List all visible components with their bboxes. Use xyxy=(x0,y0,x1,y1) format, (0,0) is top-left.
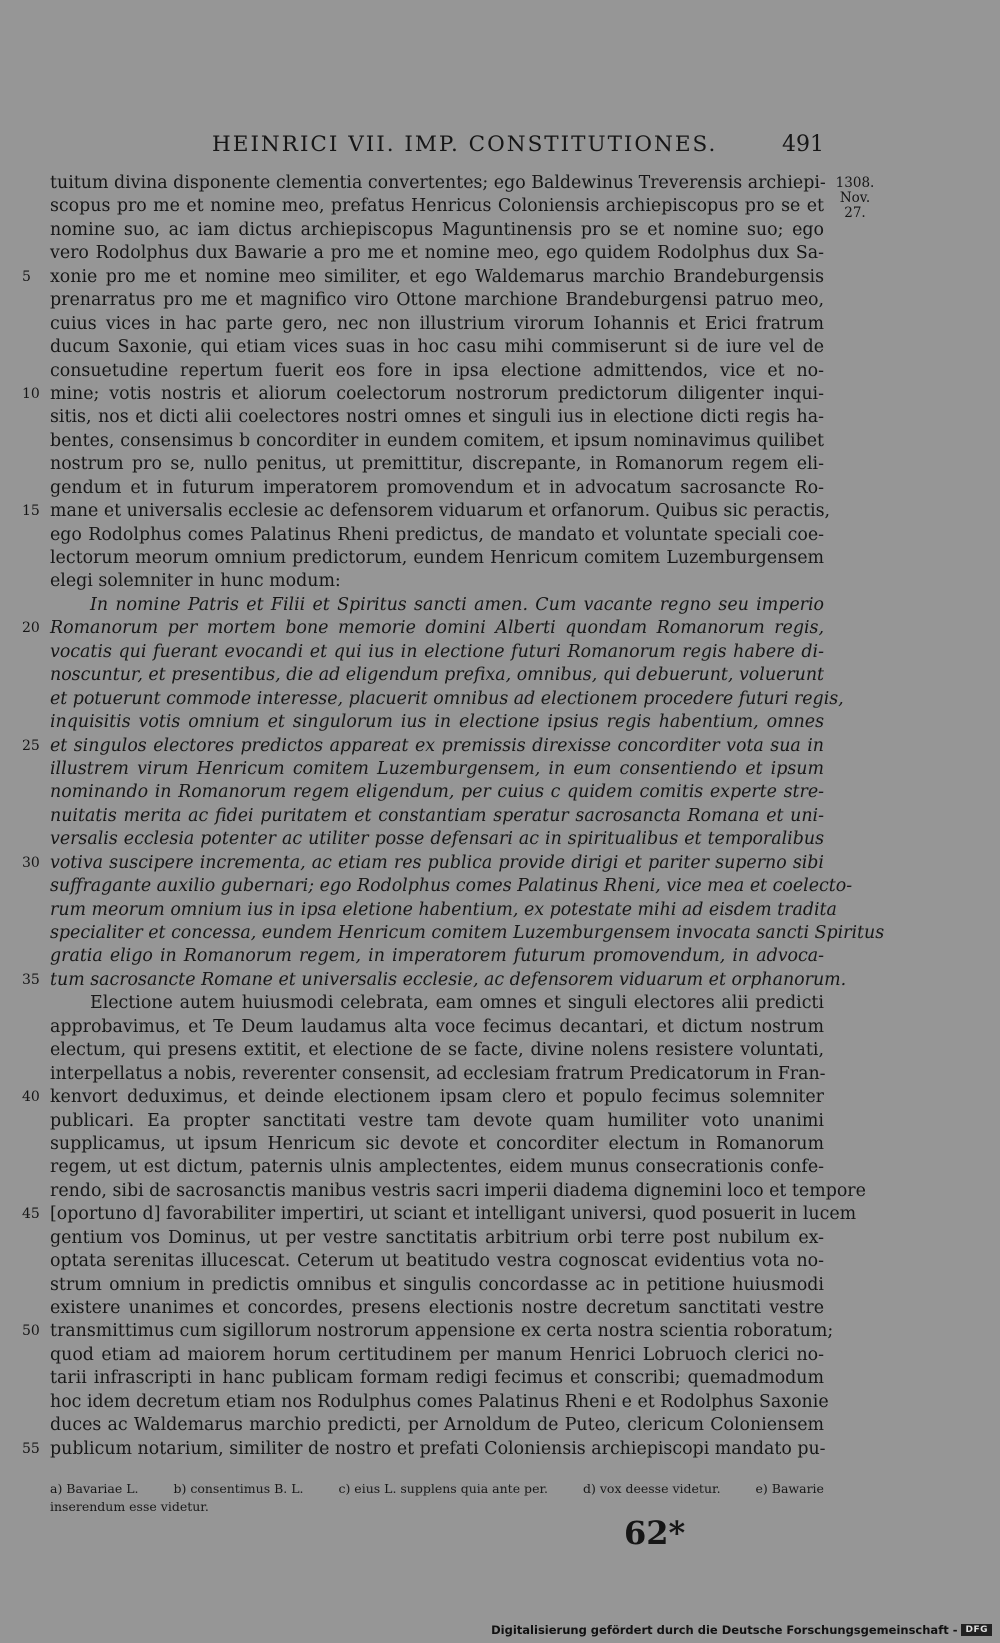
text-line xyxy=(22,735,824,758)
running-title: HEINRICI VII. IMP. CONSTITUTIONES. xyxy=(212,132,718,157)
text-line xyxy=(22,383,824,406)
line-number: 45 xyxy=(22,1206,40,1223)
margin-month: Nov. xyxy=(839,190,871,206)
text-line xyxy=(50,195,824,218)
text-line xyxy=(50,547,824,570)
line-text: publicari. Ea propter sanctitati vestre tam devote quam humiliter voto unanimi xyxy=(50,1110,824,1131)
line-number: 10 xyxy=(22,385,40,402)
text-line xyxy=(50,758,824,781)
text-line xyxy=(50,1063,824,1086)
dfg-logo: DFG xyxy=(961,1624,992,1636)
text-line xyxy=(50,1039,824,1062)
text-line xyxy=(50,641,824,664)
text-line xyxy=(50,1250,824,1273)
text-line xyxy=(50,453,824,476)
line-text: sitis, nos et dicti alii coelectores nostri omnes et singuli ius in electione dicti regis ha- xyxy=(50,407,824,428)
text-line xyxy=(22,852,824,875)
text-line xyxy=(50,242,824,265)
line-text: In nomine Patris et Filii et Spiritus sancti amen. Cum vacante regno seu imperio xyxy=(90,594,824,615)
line-text: prenarratus pro me et magnifico viro Ottone marchione Brandeburgensi patruo meo, xyxy=(50,290,824,311)
footnote-e-continuation: inserendum esse videtur. xyxy=(50,1499,209,1514)
line-number: 40 xyxy=(22,1089,40,1106)
line-text: bentes, consensimus b concorditer in eundem comitem, et ipsum nominavimus quilibet xyxy=(50,430,824,451)
line-text: vocatis qui fuerant evocandi et qui ius in electione futuri Romanorum regis habere di- xyxy=(50,641,824,662)
line-number: 35 xyxy=(22,971,40,988)
text-line xyxy=(50,1227,824,1250)
line-text: rum meorum omnium ius in ipsa eletione habentium, ex potestate mihi ad eisdem tradita xyxy=(50,899,837,920)
line-text: duces ac Waldemarus marchio predicti, per Arnoldum de Puteo, clericum Coloniensem xyxy=(50,1415,824,1436)
line-text: mine; votis nostris et aliorum coelectorum nostrorum predictorum diligenter inqui- xyxy=(50,383,824,404)
line-text: gentium vos Dominus, ut per vestre sanctitatis arbitrium orbi terre post nubilum ex- xyxy=(50,1227,824,1248)
line-text: versalis ecclesia potenter ac utiliter posse defensari ac in spiritualibus et temporalibus xyxy=(50,829,824,850)
text-line xyxy=(50,781,824,804)
line-text: noscuntur, et presentibus, die ad eligendum prefixa, omnibus, qui debuerunt, voluerunt xyxy=(50,665,825,686)
text-line xyxy=(50,594,824,617)
line-text: tarii infrascripti in hanc publicam formam redigi fecimus et conscribi; quemadmodum xyxy=(50,1368,824,1389)
text-line xyxy=(50,524,824,547)
line-text: nuitatis merita ac fidei puritatem et constantiam speratur sacrosancta Romana et uni- xyxy=(50,805,824,826)
footnotes xyxy=(50,1480,824,1516)
line-text: regem, ut est dictum, paternis ulnis amplectentes, eidem munus consecrationis confe- xyxy=(50,1157,824,1178)
line-text: elegi solemniter in hunc modum: xyxy=(50,571,341,592)
page-number: 491 xyxy=(782,132,824,157)
text-line xyxy=(50,1391,829,1414)
text-line xyxy=(50,1414,824,1437)
text-line xyxy=(22,1086,824,1109)
line-text: Romanorum per mortem bone memorie domini Alberti quondam Romanorum regis, xyxy=(50,618,824,639)
line-text: scopus pro me et nomine meo, prefatus Henricus Coloniensis archiepiscopus pro se et xyxy=(50,196,824,217)
text-line xyxy=(50,899,837,922)
line-text: kenvort deduximus, et deinde electionem ipsam clero et populo fecimus solemniter xyxy=(50,1087,824,1108)
line-number: 50 xyxy=(22,1323,40,1340)
text-line xyxy=(50,477,824,500)
text-line xyxy=(22,617,824,640)
text-line xyxy=(50,570,824,593)
margin-day: 27. xyxy=(844,205,866,221)
text-line xyxy=(50,172,824,195)
line-text: ducum Saxonie, qui etiam vices suas in hoc casu mihi commiserunt si de iure vel de xyxy=(50,337,824,358)
margin-year: 1308. xyxy=(835,175,875,191)
line-text: xonie pro me et nomine meo similiter, et ego Waldemarus marchio Brandeburgensis xyxy=(50,266,824,287)
text-line xyxy=(50,828,824,851)
text-line xyxy=(50,219,824,242)
running-header xyxy=(212,132,824,157)
line-number: 5 xyxy=(22,268,31,285)
text-line xyxy=(50,313,824,336)
line-number: 25 xyxy=(22,737,40,754)
line-text: hoc idem decretum etiam nos Rodulphus comes Palatinus Rheni e et Rodolphus Saxonie xyxy=(50,1391,829,1412)
line-text: gendum et in futurum imperatorem promovendum et in advocatum sacrosancte Ro- xyxy=(50,477,824,498)
line-text: strum omnium in predictis omnibus et singulis concordasse ac in petitione huiusmodi xyxy=(50,1274,824,1295)
line-text: vero Rodolphus dux Bawarie a pro me et nomine meo, ego quidem Rodolphus dux Sa- xyxy=(50,243,824,264)
line-text: votiva suscipere incrementa, ac etiam res publica provide dirigi et pariter superno sibi xyxy=(50,852,824,873)
text-line xyxy=(50,1297,824,1320)
text-line xyxy=(22,266,824,289)
text-line xyxy=(50,805,824,828)
line-text: tum sacrosancte Romane et universalis ecclesie, ac defensorem viduarum et orphanorum. xyxy=(50,969,847,990)
text-line xyxy=(50,875,853,898)
text-line xyxy=(50,360,824,383)
text-line xyxy=(50,406,824,429)
text-line xyxy=(50,336,824,359)
line-text: Electione autem huiusmodi celebrata, eam omnes et singuli electores alii predicti xyxy=(90,993,824,1014)
footnote-b: b) consentimus B. L. xyxy=(173,1481,304,1496)
line-text: transmittimus cum sigillorum nostrorum appensione ex certa nostra scientia roboratum; xyxy=(50,1321,834,1342)
line-text: quod etiam ad maiorem horum certitudinem per manum Henrici Lobruoch clerici no- xyxy=(50,1344,824,1365)
line-text: [oportuno d] favorabiliter impertiri, ut sciant et intelligant universi, quod posuerit in lucem xyxy=(50,1204,857,1225)
line-text: nomine suo, ac iam dictus archiepiscopus Maguntinensis pro se et nomine suo; ego xyxy=(50,219,824,240)
text-line xyxy=(22,1438,826,1461)
line-text: tuitum divina disponente clementia convertentes; ego Baldewinus Treverensis archiepi- xyxy=(50,173,826,193)
text-line xyxy=(50,1016,824,1039)
credit-text: Digitalisierung gefördert durch die Deutsche Forschungsgemeinschaft - xyxy=(491,1623,958,1637)
footnote-c: c) eius L. supplens quia ante per. xyxy=(338,1481,549,1496)
signature-mark: 62* xyxy=(624,1514,686,1552)
line-text: gratia eligo in Romanorum regem, in imperatorem futurum promovendum, in advoca- xyxy=(50,946,824,967)
text-line xyxy=(50,1367,824,1390)
digitization-credit xyxy=(491,1623,992,1637)
line-text: approbavimus, et Te Deum laudamus alta voce fecimus decantari, et dictum nostrum xyxy=(50,1016,824,1037)
text-line xyxy=(50,289,824,312)
text-line xyxy=(22,500,831,523)
line-text: mane et universalis ecclesie ac defensorem viduarum et orfanorum. Quibus sic peractis, xyxy=(50,501,831,522)
text-line xyxy=(22,1320,834,1343)
text-line xyxy=(50,711,824,734)
line-text: illustrem virum Henricum comitem Luzemburgensem, in eum consentiendo et ipsum xyxy=(50,758,824,779)
text-line xyxy=(50,688,844,711)
line-text: suffragante auxilio gubernari; ego Rodolphus comes Palatinus Rheni, vice mea et coelecto- xyxy=(50,876,853,897)
text-line xyxy=(50,1180,866,1203)
line-text: existere unanimes et concordes, presens electionis nostre decretum sanctitati vestre xyxy=(50,1298,824,1318)
text-line xyxy=(50,945,824,968)
line-number: 55 xyxy=(22,1440,40,1457)
line-text: lectorum meorum omnium predictorum, eundem Henricum comitem Luzemburgensem xyxy=(50,548,824,568)
text-line xyxy=(50,992,824,1015)
text-line xyxy=(50,1156,824,1179)
footnote-a: a) Bavariae L. xyxy=(50,1481,139,1496)
text-line xyxy=(50,664,824,687)
line-number: 20 xyxy=(22,620,40,637)
line-text: nostrum pro se, nullo penitus, ut premittitur, discrepante, in Romanorum regem eli- xyxy=(50,454,824,475)
text-line xyxy=(22,969,847,992)
line-number: 15 xyxy=(22,503,40,520)
text-line xyxy=(50,1110,824,1133)
line-text: inquisitis votis omnium et singulorum ius in electione ipsius regis habentium, omnes xyxy=(50,712,824,733)
line-text: et potuerunt commode interesse, placuerit omnibus ad electionem procedere futuri regis, xyxy=(50,688,844,709)
footnote-e: e) Bawarie xyxy=(755,1481,824,1496)
line-text: publicum notarium, similiter de nostro et prefati Coloniensis archiepiscopi mandato pu- xyxy=(50,1438,826,1459)
text-line xyxy=(50,430,824,453)
line-text: cuius vices in hac parte gero, nec non illustrium virorum Iohannis et Erici fratrum xyxy=(50,313,824,334)
margin-date xyxy=(832,176,878,221)
text-line xyxy=(50,1344,824,1367)
text-line xyxy=(50,1133,824,1156)
line-text: rendo, sibi de sacrosanctis manibus vestris sacri imperii diadema dignemini loco et tempore xyxy=(50,1180,866,1201)
line-text: et singulos electores predictos appareat ex premissis direxisse concorditer vota sua in xyxy=(50,735,824,756)
line-text: nominando in Romanorum regem eligendum, per cuius c quidem comitis experte stre- xyxy=(50,782,824,803)
line-text: electum, qui presens extitit, et electione de se facte, divine nolens resistere voluntati, xyxy=(50,1040,824,1061)
text-line xyxy=(22,1203,857,1226)
line-text: optata serenitas illucescat. Ceterum ut beatitudo vestra cognoscat evidentius vota no- xyxy=(50,1251,824,1272)
line-text: consuetudine repertum fuerit eos fore in ipsa electione admittendos, vice et no- xyxy=(50,360,824,381)
footnote-d: d) vox deesse videtur. xyxy=(583,1481,721,1496)
line-text: supplicamus, ut ipsum Henricum sic devote et concorditer electum in Romanorum xyxy=(50,1133,824,1154)
line-text: interpellatus a nobis, reverenter consensit, ad ecclesiam fratrum Predicatorum in Fran- xyxy=(50,1063,826,1084)
line-text: ego Rodolphus comes Palatinus Rheni predictus, de mandato et voluntate speciali coe- xyxy=(50,524,824,545)
line-text: specialiter et concessa, eundem Henricum comitem Luzemburgensem invocata sancti Spiritus xyxy=(50,923,885,943)
text-line xyxy=(50,922,885,945)
text-line xyxy=(50,1274,824,1297)
line-number: 30 xyxy=(22,854,40,871)
